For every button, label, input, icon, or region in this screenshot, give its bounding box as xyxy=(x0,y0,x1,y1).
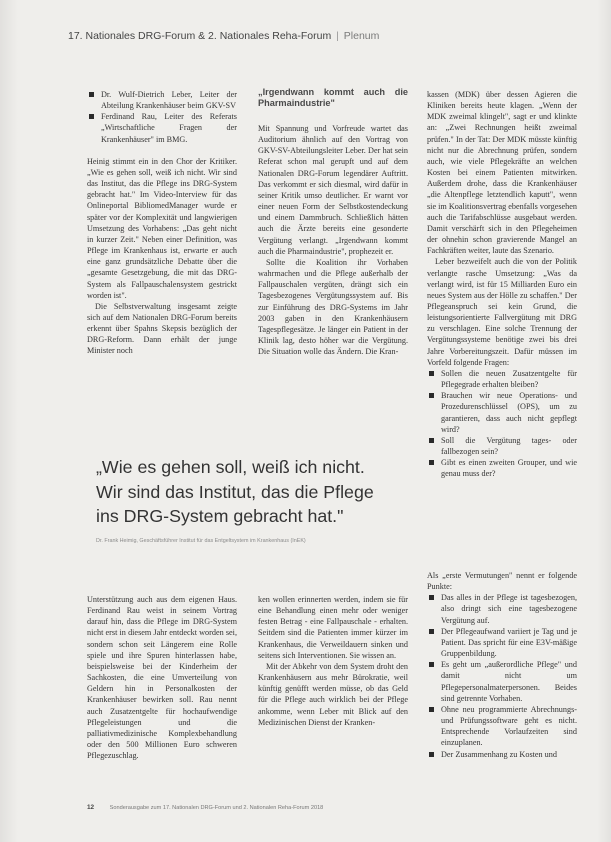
list-item: Das alles in der Pflege ist tagesbezogen, also dringt sich eine tagesbezogene Vergütung auf. xyxy=(427,592,577,625)
body-paragraph: Heinig stimmt ein in den Chor der Kritiker. „Wie es gehen soll, weiß ich nicht. Wir sind das Institut, das die Pflege ins DRG-System gebracht hat." Im Video-Interview für das Onlineportal BibliomedManager wurde er später vor der Komplexität und langwierigen Umsetzung des Vorhabens: „Das geht nicht in kurzer Zeit." Neben einer Definition, was Pflege im Krankenhaus ist, erwarte er auch eine ganz grundsätzliche Debatte über die „gesamte Gesetzgebung, die mit das DRG-System als Fallpauschalensystem gestrickt worden ist". xyxy=(87,156,237,300)
speaker-list xyxy=(87,89,237,145)
body-paragraph: Mit Spannung und Vorfreude wartet das Auditorium ähnlich auf den Vortrag von GKV-SV-Abteilungsleiter Leber. Der hat sein Referat schon mal gerupft und auf dem Nationalen DRG-Forum legendärer Auftritt. Das verkommt er sich diesmal, wird dafür in seiner Kritik umso deutlicher. Er warnt vor einer neuen Form der Selbstkostendeckung und einem Dammbruch. Schließlich hätten auch die Ärzte bereits eine gesonderte Vergütung verlangt. „Irgendwann kommt auch die Pharmaindustrie", prophezeit er. xyxy=(258,124,408,256)
body-paragraph: kassen (MDK) über dessen Agieren die Kliniken bereits heute klagen. „Wenn der MDK zweimal klingelt", sagt er und klinkte an: „Zwei Rechnungen heißt zweimal prüfen." In der Tat: Der MDK müsste künftig nicht nur die Abrechnung prüfen, sondern auch, wie viele Pflegekräfte an welchen Kosten bei einem Patienten mitwirken. Außerdem drohe, dass die Krankenhäuser „die Altenpflege letztendlich kaputt", wenn sie im Koalitionsvertrag ebenfalls vorgesehen auch die Tarifabschlüsse ausgebaut werden. Damit verschärft sich in den Pflegeheimen der ohnehin schon gravierende Mangel an Fachkräften weiter, laute das Szenario. xyxy=(427,90,577,256)
list-item: Sollen die neuen Zusatzentgelte für Pflegegrade erhalten bleiben? xyxy=(427,368,577,390)
section-subheading: „Irgendwann kommt auch die Pharmaindustrie" xyxy=(258,87,408,108)
body-paragraph: Unterstützung auch aus dem eigenen Haus. Ferdinand Rau weist in seinem Vortrag darauf hin, dass die Pflege im DRG-System nicht erst in diesem Jahr entdeckt worden sei, sondern schon seit Längerem eine Rolle spiele und ihre Spuren hinterlassen habe, beispielsweise bei der Kinderheim der Sachkosten, die eine Umverteilung von Geldern hin in Personalkosten der Krankenhäuser bewirken soll. Rau nennt auch Zusatzentgelte für hochaufwendige Pflegeleistungen und die palliativmedizinische Komplexbehandlung oder den 500 Millionen Euro schweren Pflegezuschlag. xyxy=(87,595,237,761)
page-number: 12 xyxy=(87,804,95,811)
column-1-bottom xyxy=(87,594,237,761)
body-paragraph: Die Selbstverwaltung insgesamt zeigte sich auf dem Nationalen DRG-Forum bereits erkennt über Spahns Skepsis bezüglich der DRG-Reform. Dann erhält der junge Minister noch xyxy=(87,301,237,356)
list-item: Der Zusammenhang zu Kosten und xyxy=(427,749,577,760)
list-item: Gibt es einen zweiten Grouper, und wie genau muss der? xyxy=(427,457,577,479)
header-separator: | xyxy=(336,30,339,42)
list-item: Ohne neu programmierte Abrechnungs- und Prüfungssoftware geht es nicht. Entsprechende Vorlaufzeiten sind einzuplanen. xyxy=(427,704,577,749)
running-header xyxy=(68,30,379,42)
point-list xyxy=(427,592,577,759)
list-intro: Als „erste Vermutungen" nennt er folgende Punkte: xyxy=(427,571,577,592)
list-item: Brauchen wir neue Operations- und Prozedurenschlüssel (OPS), um zu garantieren, dass auch nicht gepflegt wird? xyxy=(427,390,577,435)
body-paragraph: Mit der Abkehr von dem System droht den Krankenhäusern aus mehr Bürokratie, weil künftig genüfft werden müsse, ob das Geld für die Pflege auch wirklich bei der Pflege ankomme, wenn Leber mit Blick auf den Medizinischen Dienst der Kranken- xyxy=(258,661,408,727)
column-3-top xyxy=(427,89,577,479)
body-paragraph: Sollte die Koalition ihr Vorhaben wahrmachen und die Pflege außerhalb der Fallpauschalen vergüten, drängt sich ein Tagesbezogenes Vergütungssystem auf. Bis zur Einführung des DRG-Systems im Jahr 2003 gaben in den Krankenhäusern Tagespflegesätze. Je länger ein Patient in der Klinik lag, desto höher war die Vergütung. Die Situation wolle das Ändern. Die Kran- xyxy=(258,257,408,357)
body-paragraph: ken wollen erinnerten werden, indem sie für eine Behandlung einen mehr oder weniger festen Betrag - eine Fallpauschale - erhalten. Seitdem sind die Patienten immer kürzer im Krankenhaus, die Verweildauern sinken und seitens sich Interventionen. Sie wissen an. xyxy=(258,595,408,660)
footer-text: Sonderausgabe zum 17. Nationalen DRG-Forum und 2. Nationalen Reha-Forum 2018 xyxy=(109,805,324,811)
column-2-bottom xyxy=(258,594,408,728)
column-1-top xyxy=(87,89,237,357)
column-2-top xyxy=(258,87,408,357)
list-item: Ferdinand Rau, Leiter des Referats „Wirtschaftliche Fragen der Krankenhäuser" im BMG. xyxy=(87,111,237,144)
list-item: Es geht um „außerordliche Pflege" und damit nicht um Pflegepersonalmaterpersonen. Beides sind getrennte Vorhaben. xyxy=(427,659,577,704)
quote-source: Dr. Frank Heimig, Geschäftsführer Institut für das Entgeltsystem im Krankenhaus (InEK) xyxy=(96,538,306,544)
page-gutter-shadow xyxy=(0,0,18,842)
body-paragraph: Leber bezweifelt auch die von der Politik verlangte rasche Umsetzung: „Was da verlangt wird, ist für 15 Milliarden Euro ein neues System aus der Hölle zu schaffen." Der Pflegeanspruch sei kein Grund, die leistungsorientierte Fallvergütung mit DRG zu verschlagen. Eine solche Trennung der Vergütungssysteme benötige zwei bis drei Jahre Vorbereitungszeit. Dafür müssen im Vorfeld folgende Fragen: xyxy=(427,257,577,367)
header-section: Plenum xyxy=(343,30,380,42)
list-item: Der Pflegeaufwand variiert je Tag und je Patient. Das spricht für eine E3V-mäßige Gruppenbildung. xyxy=(427,626,577,659)
page-footer xyxy=(87,804,323,811)
question-list xyxy=(427,368,577,480)
list-item: Soll die Vergütung tages- oder fallbezogen sein? xyxy=(427,435,577,457)
column-3-bottom xyxy=(427,570,577,760)
list-item: Dr. Wulf-Dietrich Leber, Leiter der Abteilung Krankenhäuser beim GKV-SV xyxy=(87,89,237,111)
header-title: 17. Nationales DRG-Forum & 2. Nationales Reha-Forum xyxy=(68,30,332,42)
pull-quote: „Wie es gehen soll, weiß ich nicht. Wir sind das Institut, das die Pflege ins DRG-System gebracht hat." xyxy=(96,457,374,526)
page-edge-shadow xyxy=(597,0,611,842)
